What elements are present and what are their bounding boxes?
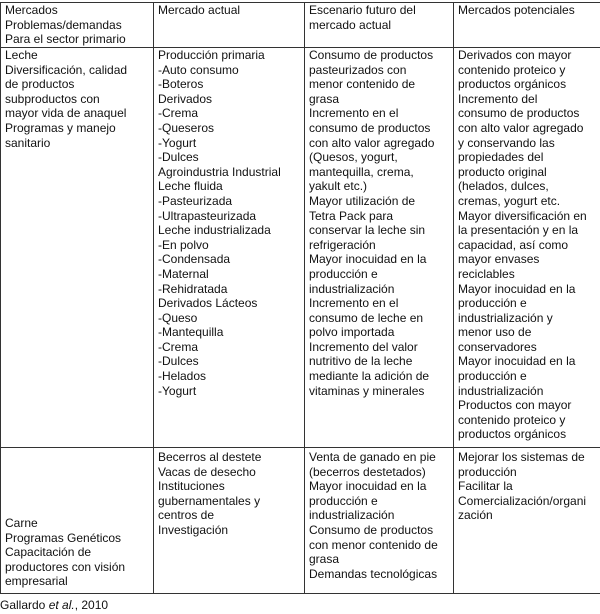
table-row-leche (1, 48, 600, 448)
source-year: , 2010 (74, 598, 109, 612)
leche-future-scenario-cell: Consumo de productos pasteurizados con menor contenido de grasa Incremento en el consumo de productos con alto valor agregado (Quesos, yogurt, mantequilla, crema, yakult etc.) Mayor utilización de Tetra Pack para conservar la leche sin refrigeración Mayor inocuidad en la producción e industrialización Incremento en el consumo de leche en polvo importada Incremento del valor nutritivo de la leche mediante la adición de vitaminas y minerales (305, 48, 454, 448)
carne-current-market-cell: Becerros al destete Vacas de desecho Instituciones gubernamentales y centros de Investigación (154, 448, 305, 594)
header-future-scenario: Escenario futuro del mercado actual (305, 3, 454, 48)
source-author: Gallardo (0, 598, 49, 612)
source-etal: et al. (48, 598, 75, 612)
carne-problems-cell: Carne Programas Genéticos Capacitación de productores con visión empresarial (1, 448, 154, 594)
table-header-row (1, 3, 600, 48)
header-potential-markets: Mercados potenciales (454, 3, 600, 48)
leche-problems-cell: Leche Diversificación, calidad de productos subproductos con mayor vida de anaquel Programas y manejo sanitario (1, 48, 154, 448)
table-row-carne (1, 448, 600, 594)
carne-future-scenario-cell: Venta de ganado en pie (becerros destetados) Mayor inocuidad en la producción e industrialización Consumo de productos con menor contenido de grasa Demandas tecnológicas (305, 448, 454, 594)
header-current-market: Mercado actual (154, 3, 305, 48)
carne-potential-markets-cell: Mejorar los sistemas de producción Facilitar la Comercialización/organi zación (454, 448, 600, 594)
header-markets-problems: Mercados Problemas/demandas Para el sector primario (1, 3, 154, 48)
source-citation (0, 598, 108, 612)
leche-current-market-cell: Producción primaria -Auto consumo -Boteros Derivados -Crema -Queseros -Yogurt -Dulces Agroindustria Industrial Leche fluida -Pasteurizada -Ultrapasteurizada Leche industrializada -En polvo -Condensada -Maternal -Rehidratada Derivados Lácteos -Queso -Mantequilla -Crema -Dulces -Helados -Yogurt (154, 48, 305, 448)
leche-potential-markets-cell: Derivados con mayor contenido proteico y productos orgánicos Incremento del consumo de productos con alto valor agregado y conservando las propiedades del producto original (helados, dulces, cremas, yogurt etc. Mayor diversificación en la presentación y en la capacidad, así como mayor envases reciclables Mayor inocuidad en la producción e industrialización y menor uso de conservadores Mayor inocuidad en la producción e industrialización Productos con mayor contenido proteico y productos orgánicos (454, 48, 600, 448)
markets-table (0, 2, 600, 594)
